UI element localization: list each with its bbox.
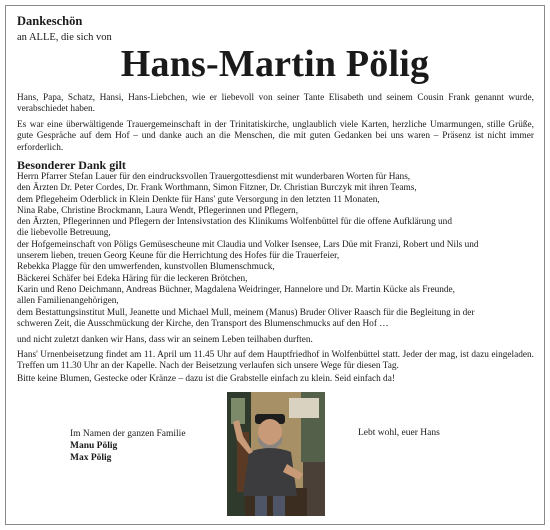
thanks-line: dem Pflegeheim Oderblick in Klein Denkte für Hans' gute Versorgung in den letzten 11 Monaten, — [17, 194, 380, 205]
thanks-line: Rebekka Plagge für den umwerfenden, kunstvollen Blumenschmuck, — [17, 262, 275, 273]
notice-subheading: an ALLE, die sich von — [17, 32, 112, 43]
intro-paragraph: Hans, Papa, Schatz, Hansi, Hans-Liebchen, wie er liebevoll von seiner Tante Elisabeth und seinem Cousin Frank genannt wurde, verabschiedet haben. — [17, 93, 534, 115]
general-thanks-paragraph: Es war eine überwältigende Trauergemeinschaft in der Trinitatiskirche, unglaublich viele Karten, herzliche Umarmungen, stille Grüße, gute Gespräche auf dem Hof – und danke auch an die Menschen, die mit guten Gedanken bei uns waren – Präsenz ist nicht immer erforderlich. — [17, 120, 534, 153]
thanks-line: dem Bestattungsinstitut Mull, Jeanette und Michael Mull, meinem (Manus) Bruder Oliver Raasch für die Begleitung in der — [17, 307, 475, 318]
special-thanks-list — [17, 172, 534, 330]
family-signature — [70, 428, 186, 464]
thanks-line: allen Familienangehörigen, — [17, 296, 119, 307]
thanks-line: unserem lieben, treuen Georg Keune für die Herrichtung des Hofes für die Trauerfeier, — [17, 251, 340, 262]
thanks-line: Herrn Pfarrer Stefan Lauer für den eindrucksvollen Trauergottesdienst mit wunderbaren Worten für Hans, — [17, 172, 411, 182]
flowers-note: Bitte keine Blumen, Gestecke oder Kränze – dazu ist die Grabstelle einfach zu klein. Seid einfach da! — [17, 374, 395, 384]
thanks-line: Bäckerei Schäfer bei Edeka Häring für die leckeren Brötchen, — [17, 273, 248, 284]
signature-name: Manu Pölig — [70, 441, 118, 451]
special-thanks-heading: Besonderer Dank gilt — [17, 158, 126, 172]
thanks-line: Nina Rabe, Christine Brockmann, Laura Wendt, Pflegerinnen und Pflegern, — [17, 205, 299, 216]
notice-heading: Dankeschön — [17, 14, 83, 28]
burial-info: Hans' Urnenbeisetzung findet am 11. April um 11.45 Uhr auf dem Hauptfriedhof in Wolfenbüttel statt. Jeder der mag, ist dazu eingeladen. Treffen um 11.30 Uhr an der Kapelle. Nach der Beisetzung verlaufen sich unsere Wege für diesen Tag. — [17, 350, 534, 372]
thanks-line: der Hofgemeinschaft von Pöligs Gemüsescheune mit Claudia und Volker Isensee, Lars Düe mit Franzi, Robert und Nils und — [17, 239, 479, 250]
signature-name: Max Pölig — [70, 453, 112, 463]
thanks-line: die liebevolle Betreuung, — [17, 228, 111, 239]
thanks-line: Karin und Reno Deichmann, Andreas Büchner, Magdalena Weidringer, Hannelore und Dr. Martin Kücke als Freunde, — [17, 284, 456, 295]
thanks-line: den Ärzten Dr. Peter Cordes, Dr. Frank Worthmann, Simon Fitzner, Dr. Christian Burczyk mit ihren Teams, — [17, 183, 417, 194]
portrait-photo — [227, 392, 325, 516]
thanks-line: schweren Zeit, die Ausschmückung der Kirche, den Transport des Blumenschmucks auf den Hof … — [17, 318, 389, 329]
closing-thanks: und nicht zuletzt danken wir Hans, dass wir an seinem Leben teilhaben durften. — [17, 335, 313, 345]
thanks-line: den Ärzten, Pflegerinnen und Pflegern der Intensivstation des Klinikums Wolfenbüttel für die offene Aufklärung und — [17, 217, 452, 228]
farewell-text: Lebt wohl, euer Hans — [358, 428, 440, 438]
signature-intro: Im Namen der ganzen Familie — [70, 429, 186, 439]
deceased-name: Hans-Martin Pölig — [120, 43, 430, 85]
